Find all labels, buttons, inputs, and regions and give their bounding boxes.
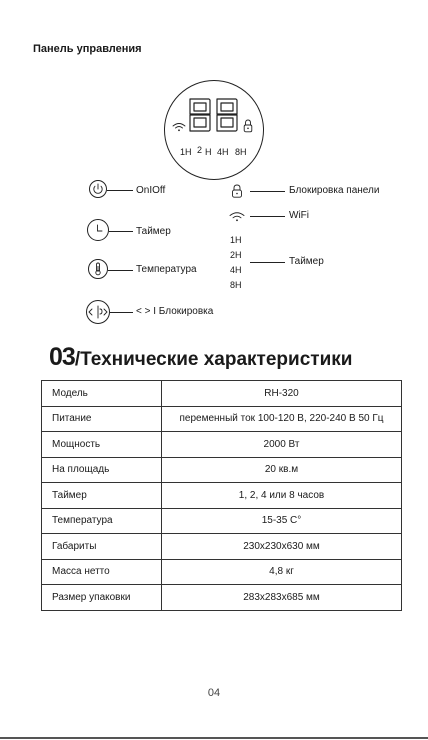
lock-indicator-icon <box>243 119 253 133</box>
panel-lock-icon <box>231 184 243 198</box>
timer-step-4h: 4H <box>230 265 242 275</box>
table-row <box>42 508 402 534</box>
spec-key: Масса нетто <box>42 559 162 585</box>
leader-line-onoff <box>107 190 133 191</box>
display-timer-2: 2 <box>197 145 203 155</box>
spec-key: Таймер <box>42 483 162 509</box>
spec-value: 283x283x685 мм <box>162 585 402 611</box>
label-timer: Таймер <box>136 226 171 237</box>
spec-value: 15-35 С° <box>162 508 402 534</box>
leader-line-panel-lock <box>250 191 285 192</box>
section-title: Панель управления <box>33 43 142 55</box>
spec-value: 1, 2, 4 или 8 часов <box>162 483 402 509</box>
display-timer-4h: 4H <box>217 147 229 157</box>
wifi-icon <box>229 211 245 222</box>
table-row <box>42 381 402 407</box>
leader-line-timer-steps <box>250 262 285 263</box>
timer-step-8h: 8H <box>230 280 242 290</box>
label-panel-lock: Блокировка панели <box>289 185 380 196</box>
label-timer-right: Таймер <box>289 256 324 267</box>
spec-value: 20 кв.м <box>162 457 402 483</box>
spec-key: Температура <box>42 508 162 534</box>
table-row <box>42 559 402 585</box>
digit-display <box>187 97 241 133</box>
wifi-indicator-icon <box>172 122 186 132</box>
display-timer-h: H <box>205 147 212 157</box>
table-row <box>42 432 402 458</box>
page-number: 04 <box>207 687 221 699</box>
power-button-icon <box>89 180 107 198</box>
leader-line-wifi <box>250 216 285 217</box>
spec-key: Модель <box>42 381 162 407</box>
spec-value: RH-320 <box>162 381 402 407</box>
timer-step-1h: 1H <box>230 235 242 245</box>
table-row <box>42 483 402 509</box>
spec-key: Размер упаковки <box>42 585 162 611</box>
display-timer-8h: 8H <box>235 147 247 157</box>
label-wifi: WiFi <box>289 210 309 221</box>
spec-key: Питание <box>42 406 162 432</box>
label-onoff: OnIOff <box>136 185 166 196</box>
leader-line-lock-toggle <box>110 312 133 313</box>
control-panel-display <box>163 79 265 181</box>
timer-button-icon <box>87 219 109 241</box>
table-row <box>42 457 402 483</box>
spec-heading <box>49 343 352 372</box>
spec-key: Мощность <box>42 432 162 458</box>
spec-key: На площадь <box>42 457 162 483</box>
table-row <box>42 585 402 611</box>
spec-value: 4,8 кг <box>162 559 402 585</box>
timer-step-2h: 2H <box>230 250 242 260</box>
spec-key: Габариты <box>42 534 162 560</box>
section-number: 03 <box>49 343 75 371</box>
spec-table <box>41 380 402 611</box>
spec-value: 2000 Вт <box>162 432 402 458</box>
lock-toggle-button-icon <box>86 300 110 324</box>
leader-line-temperature <box>108 270 133 271</box>
label-temperature: Температура <box>136 264 197 275</box>
table-row <box>42 534 402 560</box>
temperature-button-icon <box>88 259 108 279</box>
section-heading: /Технические характеристики <box>74 349 353 370</box>
display-timer-1h: 1H <box>180 147 192 157</box>
spec-value: 230x230x630 мм <box>162 534 402 560</box>
leader-line-timer <box>109 231 133 232</box>
spec-value: переменный ток 100-120 В, 220-240 В 50 Гц <box>162 406 402 432</box>
bottom-divider <box>0 737 428 739</box>
label-lock-toggle: < > I Блокировка <box>136 306 214 317</box>
table-row <box>42 406 402 432</box>
